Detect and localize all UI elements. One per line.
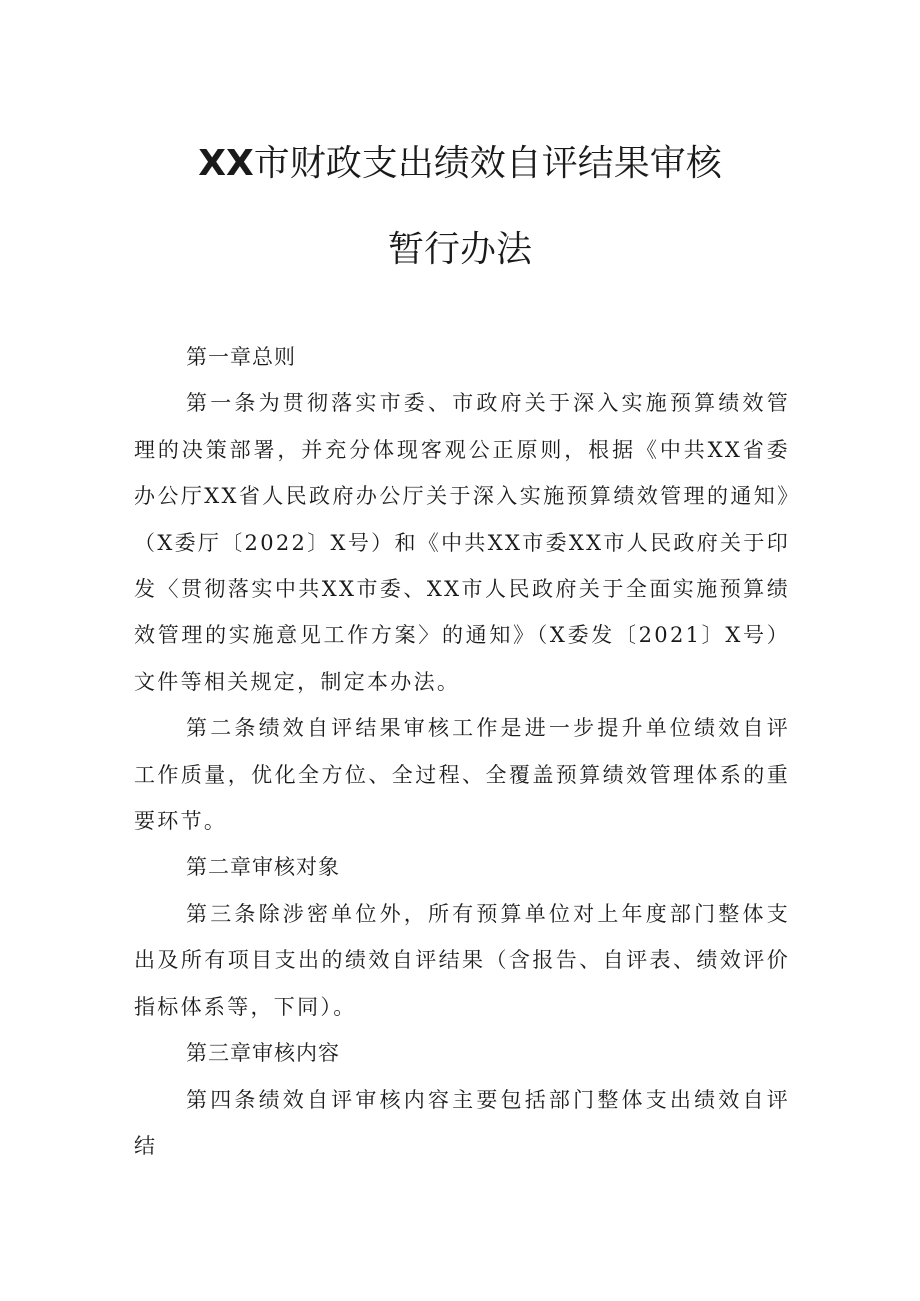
document-body [134, 334, 790, 1169]
chapter-heading: 第一章总则 [186, 345, 296, 369]
article-paragraph: 第三条除涉密单位外，所有预算单位对上年度部门整体支出及所有项目支出的绩效自评结果（含报告、自评表、绩效评价指标体系等，下同）。 [134, 901, 790, 1019]
title-prefix: XX [198, 143, 254, 184]
article-paragraph: 第四条绩效自评审核内容主要包括部门整体支出绩效自评结 [134, 1087, 790, 1158]
document-title-line2: 暂行办法 [387, 229, 532, 270]
chapter-heading: 第三章审核内容 [186, 1041, 340, 1066]
chapter-heading: 第二章审核对象 [186, 855, 340, 880]
article-paragraph: 第二条绩效自评结果审核工作是进一步提升单位绩效自评工作质量，优化全方位、全过程、全覆盖预算绩效管理体系的重要环节。 [134, 716, 790, 834]
article-paragraph: 第一条为贯彻落实市委、市政府关于深入实施预算绩效管理的决策部署，并充分体现客观公正原则，根据《中共XX省委办公厅XX省人民政府办公厅关于深入实施预算绩效管理的通知》（X委厅〔2022〕X号）和《中共XX市委XX市人民政府关于印发〈贯彻落实中共XX市委、XX市人民政府关于全面实施预算绩效管理的实施意见工作方案〉的通知》（X委发〔2021〕X号）文件等相关规定，制定本办法。 [134, 391, 790, 694]
title-main: 市财政支出绩效自评结果审核 [253, 143, 722, 184]
document-title-line1 [0, 143, 920, 184]
